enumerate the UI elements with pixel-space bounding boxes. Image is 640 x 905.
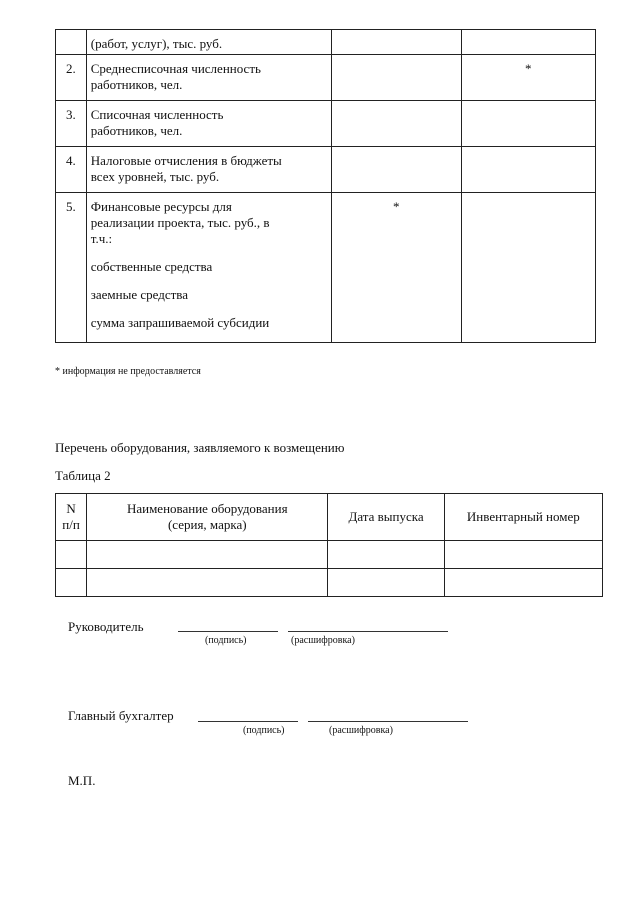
row-value-cell: * (461, 55, 595, 101)
table-cell (444, 569, 602, 597)
row-name-line: Финансовые ресурсы для (90, 199, 232, 214)
row-name-line: Налоговые отчисления в бюджеты (90, 153, 282, 168)
row-value-cell (461, 193, 595, 343)
row-value-cell (332, 147, 462, 193)
table-cell (56, 569, 87, 597)
table-cell (328, 569, 444, 597)
row-value-cell (332, 30, 462, 55)
column-header: Инвентарный номер (444, 494, 602, 541)
row-sub-item: сумма запрашиваемой субсидии (90, 315, 270, 330)
column-header (87, 494, 328, 541)
accountant-sign-caption: (подпись) (243, 725, 285, 736)
accountant-name-caption: (расшифровка) (329, 725, 393, 736)
row-name-line: т.ч.: (90, 231, 113, 246)
column-header-text: N п/п (62, 501, 80, 532)
row-value-cell (461, 147, 595, 193)
table-header-row (56, 494, 603, 541)
row-name-line: всех уровней, тыс. руб. (90, 169, 220, 184)
row-name (86, 147, 331, 193)
row-value-cell (461, 30, 595, 55)
row-number (56, 30, 87, 55)
column-header-text: Наименование оборудования (серия, марка) (126, 501, 288, 532)
table-cell (328, 541, 444, 569)
column-header (56, 494, 87, 541)
indicators-table (55, 29, 596, 343)
footnote: * информация не предоставляется (55, 366, 201, 377)
section-title: Перечень оборудования, заявляемого к возмещению (55, 440, 345, 455)
director-name-caption: (расшифровка) (291, 635, 355, 646)
table-row (56, 541, 603, 569)
row-name-line: Списочная численность (90, 107, 224, 122)
column-header: Дата выпуска (328, 494, 444, 541)
accountant-signature-line (198, 720, 298, 722)
row-number: 5. (56, 193, 87, 343)
row-number: 3. (56, 101, 87, 147)
row-name-line: работников, чел. (90, 77, 183, 92)
row-name (86, 101, 331, 147)
director-sign-caption: (подпись) (205, 635, 247, 646)
row-sub-item: заемные средства (90, 287, 189, 302)
stamp-label: М.П. (68, 773, 96, 788)
director-signature-line (178, 630, 278, 632)
director-name-line (288, 630, 448, 632)
row-name-line: Среднесписочная численность (90, 61, 261, 76)
table-cell (87, 541, 328, 569)
row-value-cell (332, 101, 462, 147)
accountant-name-line (308, 720, 468, 722)
table-row (56, 147, 596, 193)
row-name-line: (работ, услуг), тыс. руб. (90, 36, 223, 51)
accountant-label: Главный бухгалтер (68, 708, 174, 723)
row-name (86, 30, 331, 55)
row-value-cell (332, 55, 462, 101)
row-number: 2. (56, 55, 87, 101)
table-cell (56, 541, 87, 569)
table-row (56, 101, 596, 147)
row-value-cell: * (332, 193, 462, 343)
table-label: Таблица 2 (55, 468, 111, 483)
table-row (56, 55, 596, 101)
row-name (86, 193, 331, 343)
table-cell (87, 569, 328, 597)
table-row (56, 30, 596, 55)
equipment-table (55, 493, 603, 597)
row-number: 4. (56, 147, 87, 193)
table-row (56, 193, 596, 343)
row-name (86, 55, 331, 101)
row-value-cell (461, 101, 595, 147)
row-name-line: реализации проекта, тыс. руб., в (90, 215, 270, 230)
table-cell (444, 541, 602, 569)
table-row (56, 569, 603, 597)
row-name-line: работников, чел. (90, 123, 183, 138)
director-label: Руководитель (68, 619, 144, 634)
row-sub-item: собственные средства (90, 259, 213, 274)
